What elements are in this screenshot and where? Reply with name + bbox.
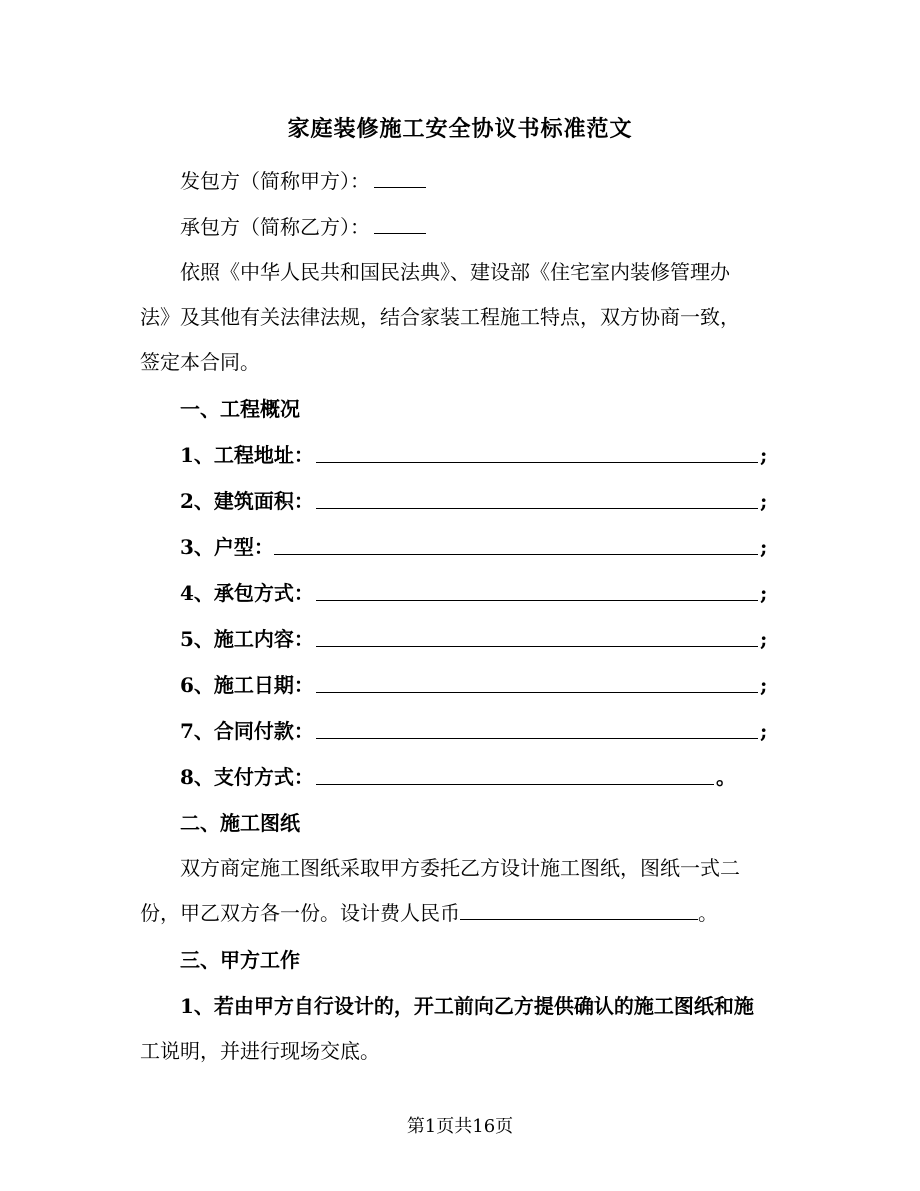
section-3-item-1-text: 1、若由甲方自行设计的，开工前向乙方提供确认的施工图纸和施 bbox=[180, 994, 754, 1018]
fill-blank bbox=[316, 440, 758, 463]
section-1-heading: 一、工程概况 bbox=[180, 397, 300, 421]
item-end-mark: ; bbox=[760, 673, 768, 697]
item-label: 1、工程地址： bbox=[180, 443, 314, 467]
fill-blank bbox=[316, 716, 758, 739]
item-end-mark: ; bbox=[760, 489, 768, 513]
party-b-label: 承包方（简称乙方）： bbox=[180, 215, 370, 239]
item-end-mark: ; bbox=[760, 443, 768, 467]
item-label: 8、支付方式： bbox=[180, 765, 314, 789]
section-2-line-2 bbox=[140, 891, 730, 936]
item-label: 3、户型： bbox=[180, 535, 274, 559]
fill-blank bbox=[316, 762, 714, 785]
item-label: 7、合同付款： bbox=[180, 719, 314, 743]
section-3-item-1-line-1 bbox=[180, 984, 770, 1029]
section-2-heading: 二、施工图纸 bbox=[180, 811, 300, 835]
fill-blank bbox=[316, 486, 758, 509]
item-end-mark: ; bbox=[760, 581, 768, 605]
item-construction-content bbox=[180, 624, 768, 654]
party-a-blank bbox=[374, 167, 426, 188]
item-building-area bbox=[180, 486, 768, 516]
party-b-line bbox=[180, 212, 426, 242]
fill-blank bbox=[274, 532, 758, 555]
item-project-address bbox=[180, 440, 768, 470]
page-footer: 第1页共16页 bbox=[406, 1116, 514, 1137]
item-end-mark: ; bbox=[760, 719, 768, 743]
item-contract-payment bbox=[180, 716, 768, 746]
intro-line-1: 依照《中华人民共和国民法典》、建设部《住宅室内装修管理办 bbox=[180, 260, 730, 284]
section-2-paragraph bbox=[140, 846, 770, 936]
party-b-blank bbox=[374, 213, 426, 234]
item-end-mark: ; bbox=[760, 535, 768, 559]
fill-blank bbox=[316, 578, 758, 601]
item-label: 2、建筑面积： bbox=[180, 489, 314, 513]
item-label: 6、施工日期： bbox=[180, 673, 314, 697]
party-a-line bbox=[180, 166, 426, 196]
design-fee-end: 。 bbox=[698, 901, 718, 925]
design-fee-text: 份，甲乙双方各一份。设计费人民币 bbox=[140, 901, 460, 925]
section-3-paragraph bbox=[140, 984, 770, 1074]
section-3-heading: 三、甲方工作 bbox=[180, 948, 300, 972]
item-contract-mode bbox=[180, 578, 768, 608]
item-construction-date bbox=[180, 670, 768, 700]
item-label: 5、施工内容： bbox=[180, 627, 314, 651]
section-3-item-1-line-2: 工说明，并进行现场交底。 bbox=[140, 1039, 380, 1063]
item-end-mark: ; bbox=[760, 627, 768, 651]
section-2-line-1: 双方商定施工图纸采取甲方委托乙方设计施工图纸，图纸一式二 bbox=[180, 856, 740, 880]
intro-line-3: 签定本合同。 bbox=[140, 350, 260, 374]
intro-paragraph bbox=[140, 250, 770, 385]
party-a-label: 发包方（简称甲方）： bbox=[180, 169, 370, 193]
item-payment-method bbox=[180, 762, 736, 792]
item-label: 4、承包方式： bbox=[180, 581, 314, 605]
item-end-mark: 。 bbox=[716, 765, 736, 789]
fill-blank bbox=[316, 624, 758, 647]
fill-blank bbox=[316, 670, 758, 693]
design-fee-blank bbox=[460, 899, 698, 920]
intro-line-2: 法》及其他有关法律法规，结合家装工程施工特点，双方协商一致， bbox=[140, 305, 740, 329]
document-title: 家庭装修施工安全协议书标准范文 bbox=[287, 116, 633, 142]
item-house-type bbox=[180, 532, 768, 562]
